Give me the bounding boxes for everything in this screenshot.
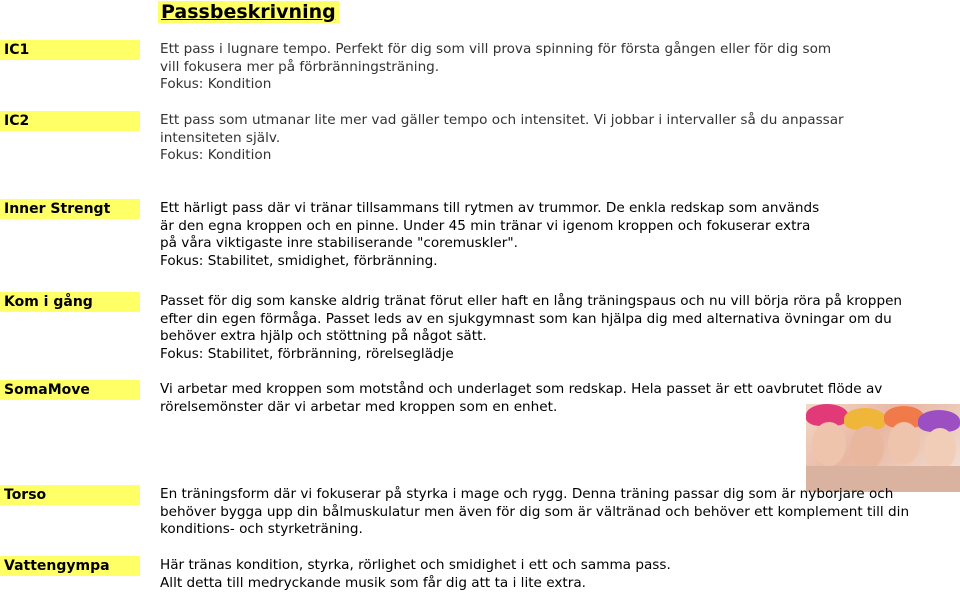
section-label-inner-strengt: Inner Strengt	[0, 199, 140, 219]
section-label-vattengympa: Vattengympa	[0, 556, 140, 576]
desc-line: behöver bygga upp din bålmuskulatur men även för dig som är vältränad och behöver ett komplement till din	[160, 503, 910, 520]
desc-line: Fokus: Stabilitet, smidighet, förbränning.	[160, 252, 438, 269]
desc-line: Ett pass i lugnare tempo. Perfekt för dig som vill prova spinning för första gången eller för dig som	[160, 41, 832, 57]
desc-line: Fokus: Kondition	[160, 147, 272, 163]
swim-cap-women-photo	[806, 404, 960, 492]
desc-line: på våra viktigaste inre stabiliserande "coremuskler".	[160, 235, 518, 251]
section-desc-inner-strengt	[160, 200, 960, 270]
section-label-somamove: SomaMove	[0, 380, 140, 400]
desc-line: Fokus: Kondition	[160, 76, 272, 92]
desc-line: vill fokusera mer på förbränningsträning.	[160, 58, 440, 75]
desc-line: intensiteten själv.	[160, 129, 281, 146]
desc-line: rörelsemönster där vi arbetar med kroppen som en enhet.	[160, 398, 558, 415]
desc-line: efter din egen förmåga. Passet leds av en sjukgymnast som kan hjälpa dig med alternativa övningar om du	[160, 310, 892, 327]
desc-line: En träningsform där vi fokuserar på styrka i mage och rygg. Denna träning passar dig som är nyborjare och	[160, 486, 894, 502]
section-desc-ic2	[160, 112, 960, 165]
section-desc-vattengympa	[160, 557, 960, 592]
desc-line: Ett pass som utmanar lite mer vad gäller tempo och intensitet. Vi jobbar i intervaller så du anpassar	[160, 112, 844, 128]
desc-line: konditions- och styrketräning.	[160, 521, 363, 537]
page-title: Passbeskrivning	[158, 1, 339, 23]
section-label-kom-i-gang: Kom i gång	[0, 292, 140, 312]
section-desc-kom-i-gang	[160, 293, 960, 363]
section-desc-torso	[160, 486, 960, 539]
desc-line: Passet för dig som kanske aldrig tränat förut eller haft en lång träningspaus och nu vill börja röra på kroppen	[160, 293, 903, 309]
desc-line: Ett härligt pass där vi tränar tillsammans till rytmen av trummor. De enkla redskap som används	[160, 200, 820, 216]
section-label-torso: Torso	[0, 485, 140, 505]
desc-line: Fokus: Stabilitet, förbränning, rörelseglädje	[160, 345, 454, 362]
section-label-ic1: IC1	[0, 40, 140, 60]
desc-line: Allt detta till medryckande musik som får dig att ta i lite extra.	[160, 574, 586, 591]
section-desc-ic1	[160, 41, 960, 94]
desc-line: Här tränas kondition, styrka, rörlighet och smidighet i ett och samma pass.	[160, 557, 671, 573]
section-label-ic2: IC2	[0, 111, 140, 131]
desc-line: behöver extra hjälp och stöttning på något sätt.	[160, 328, 487, 344]
desc-line: är den egna kroppen och en pinne. Under 45 min tränar vi igenom kroppen och fokuserar extra	[160, 217, 811, 234]
desc-line: Vi arbetar med kroppen som motstånd och underlaget som redskap. Hela passet är ett oavbrutet flöde av	[160, 381, 883, 397]
